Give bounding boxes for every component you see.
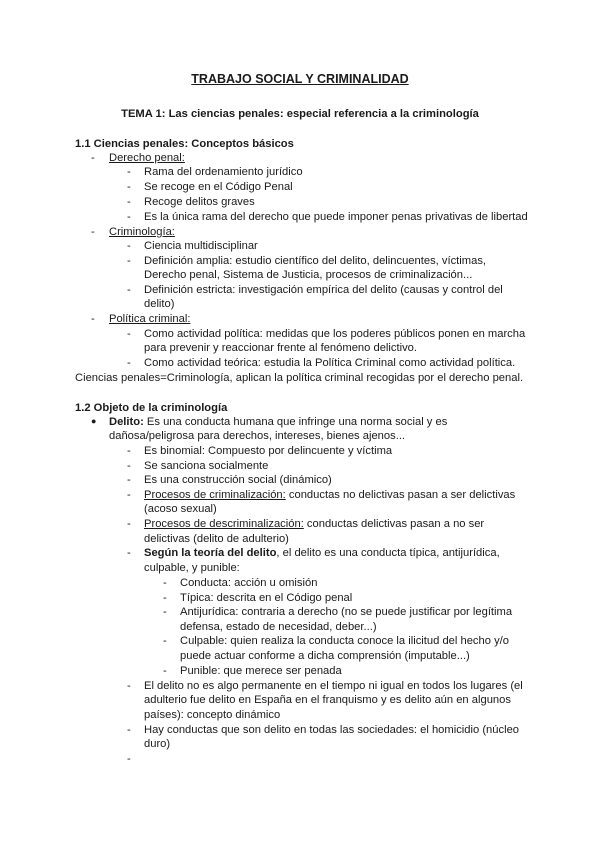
teoria-label: Según la teoría del delito — [144, 547, 277, 559]
dash-bullet: - — [127, 680, 131, 692]
section-heading-1-2: 1.2 Objeto de la criminología — [75, 402, 228, 414]
dash-bullet: - — [163, 606, 167, 618]
descriminalizacion-text: conductas delictivas pasan a no ser — [303, 518, 485, 530]
list-item: Es la única rama del derecho que puede imponer penas privativas de libertad — [144, 211, 528, 223]
dash-bullet: - — [127, 753, 131, 765]
list-item: Se sanciona socialmente — [144, 460, 269, 472]
dash-bullet: - — [127, 284, 131, 296]
dash-bullet: - — [91, 226, 95, 238]
dash-bullet: - — [127, 211, 131, 223]
dash-bullet: - — [91, 152, 95, 164]
list-item-continuation: Derecho penal, Sistema de Justicia, procesos de criminalización... — [144, 269, 473, 281]
list-item-continuation: duro) — [144, 738, 171, 750]
dash-bullet: - — [163, 592, 167, 604]
criminologia-label: Criminología: — [109, 226, 175, 238]
dash-bullet: - — [163, 665, 167, 677]
list-item-continuation: delictivas (delito de adulterio) — [144, 533, 289, 545]
dash-bullet: - — [127, 357, 131, 369]
dash-bullet: - — [127, 474, 131, 486]
criminalizacion-label: Procesos de criminalización: — [144, 489, 286, 501]
list-item: Como actividad política: medidas que los poderes públicos ponen en marcha — [144, 328, 526, 340]
document-subtitle: TEMA 1: Las ciencias penales: especial referencia a la criminología — [121, 108, 479, 120]
list-item: Rama del ordenamiento jurídico — [144, 166, 303, 178]
dash-bullet: - — [127, 547, 131, 559]
dash-bullet: - — [127, 445, 131, 457]
derecho-penal-label: Derecho penal: — [109, 152, 185, 164]
dash-bullet: - — [163, 635, 167, 647]
descriminalizacion-item — [144, 517, 484, 531]
dash-bullet: - — [127, 196, 131, 208]
dash-bullet: - — [127, 518, 131, 530]
dash-bullet: - — [127, 166, 131, 178]
list-item-continuation: países): concepto dinámico — [144, 709, 281, 721]
delito-definition — [109, 415, 447, 429]
sub-list-item: Punible: que merece ser penada — [180, 665, 342, 677]
delito-text-continuation: dañosa/peligrosa para derechos, intereses, bienes ajenos... — [109, 430, 406, 442]
list-item: Ciencia multidisciplinar — [144, 240, 258, 252]
dash-bullet: - — [127, 240, 131, 252]
criminalizacion-item — [144, 488, 515, 502]
list-item-continuation: adulterio fue delito en España en el franquismo y es delito aún en algunos — [144, 694, 511, 706]
list-item-continuation: delito) — [144, 298, 175, 310]
sub-list-item: Conducta: acción u omisión — [180, 577, 318, 589]
dash-bullet: - — [127, 181, 131, 193]
criminalizacion-text: conductas no delictivas pasan a ser delictivas — [285, 489, 516, 501]
dash-bullet: - — [91, 313, 95, 325]
dash-bullet: - — [127, 328, 131, 340]
list-item-continuation: (acoso sexual) — [144, 503, 217, 515]
list-item: El delito no es algo permanente en el tiempo ni igual en todos los lugares (el — [144, 680, 523, 692]
dash-bullet: - — [127, 255, 131, 267]
list-item-continuation: culpable, y punible: — [144, 562, 240, 574]
document-title: TRABAJO SOCIAL Y CRIMINALIDAD — [191, 72, 409, 86]
teoria-text: , el delito es una conducta típica, antijurídica, — [276, 547, 500, 559]
sub-list-item: Culpable: quien realiza la conducta conoce la ilicitud del hecho y/o — [180, 635, 509, 647]
list-item: Es una construcción social (dinámico) — [144, 474, 332, 486]
sub-list-item: Típica: descrita en el Código penal — [180, 592, 353, 604]
list-item-continuation: para prevenir y reaccionar frente al fenómeno delictivo. — [144, 342, 417, 354]
sub-list-item-continuation: puede actuar conforme a dicha comprensión (imputable...) — [180, 650, 470, 662]
dash-bullet: - — [127, 724, 131, 736]
dash-bullet: - — [163, 577, 167, 589]
descriminalizacion-label: Procesos de descriminalización: — [144, 518, 304, 530]
sub-list-item: Antijurídica: contraria a derecho (no se puede justificar por legítima — [180, 606, 513, 618]
delito-label: Delito: — [109, 416, 144, 428]
summary-line: Ciencias penales=Criminología, aplican la política criminal recogidas por el derecho penal. — [75, 372, 524, 384]
list-item: Hay conductas que son delito en todas las sociedades: el homicidio (núcleo — [144, 724, 520, 736]
dash-bullet: - — [127, 489, 131, 501]
sub-list-item-continuation: defensa, estado de necesidad, deber...) — [180, 621, 377, 633]
round-bullet: ● — [91, 416, 97, 426]
list-item: Definición estricta: investigación empírica del delito (causas y control del — [144, 284, 503, 296]
teoria-item — [144, 546, 500, 560]
dash-bullet: - — [127, 460, 131, 472]
list-item: Como actividad teórica: estudia la Política Criminal como actividad política. — [144, 357, 516, 369]
section-heading-1-1: 1.1 Ciencias penales: Conceptos básicos — [75, 138, 294, 150]
delito-text: Es una conducta humana que infringe una norma social y es — [143, 416, 448, 428]
list-item: Recoge delitos graves — [144, 196, 255, 208]
list-item: Es binomial: Compuesto por delincuente y víctima — [144, 445, 393, 457]
list-item: Definición amplia: estudio científico del delito, delincuentes, víctimas, — [144, 255, 487, 267]
list-item: Se recoge en el Código Penal — [144, 181, 293, 193]
politica-criminal-label: Política criminal: — [109, 313, 191, 325]
